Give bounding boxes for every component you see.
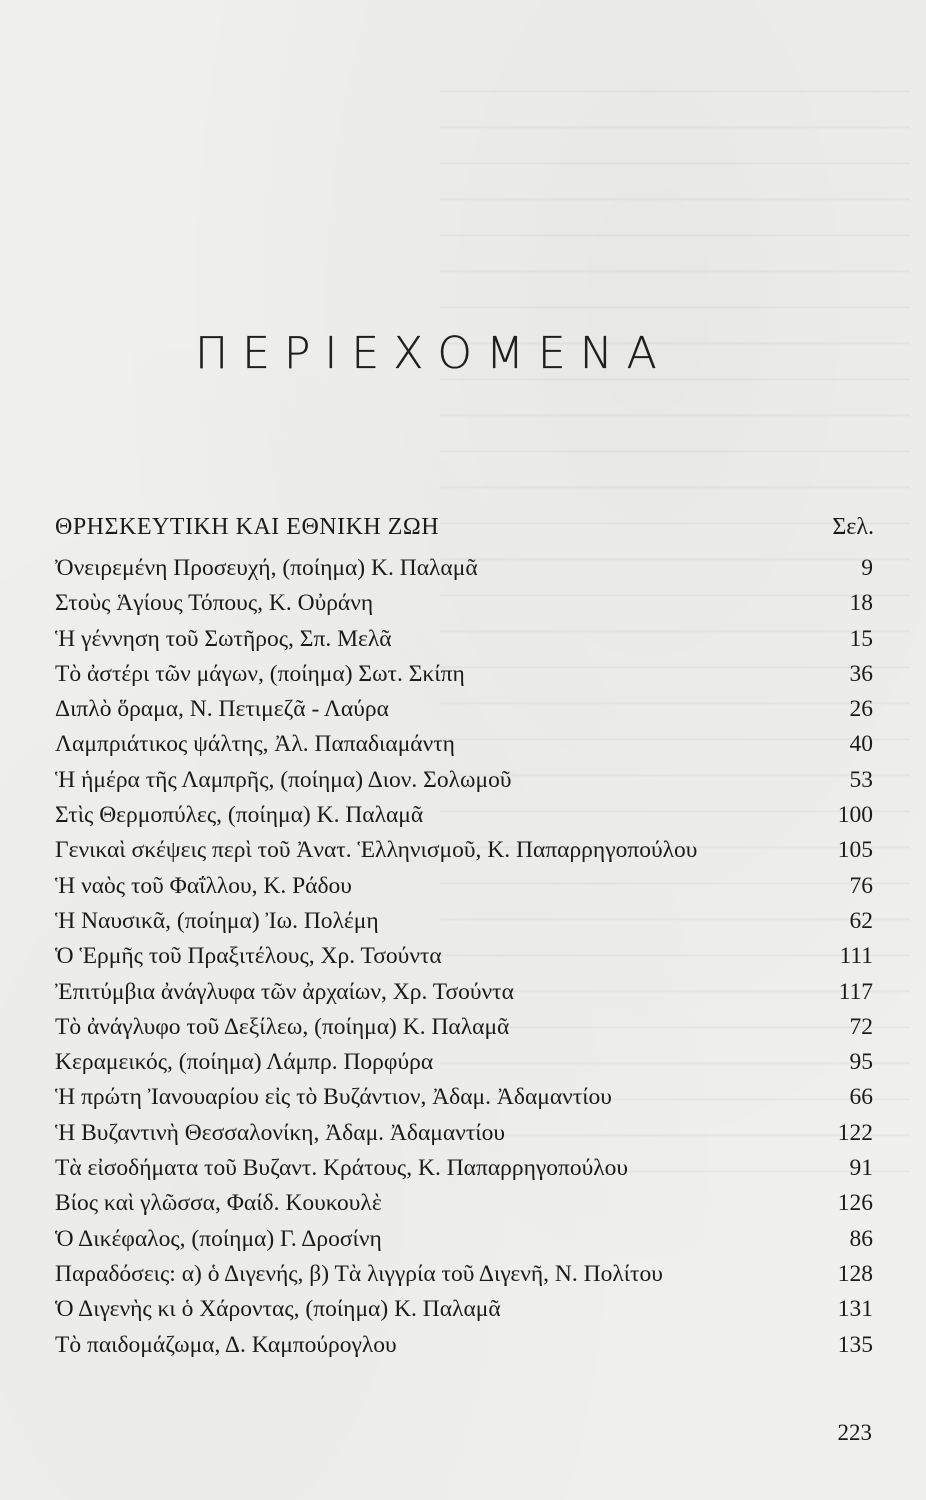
table-of-contents	[55, 551, 875, 1363]
toc-entry-page: 105	[837, 837, 873, 864]
toc-entry-page: 131	[837, 1296, 873, 1323]
toc-entry-title: Ὁ Διγενὴς κι ὁ Χάροντας, (ποίημα) Κ. Παλαμᾶ	[55, 1296, 501, 1323]
toc-entry	[55, 798, 875, 833]
toc-entry-page: 36	[849, 660, 873, 687]
toc-entry	[55, 1116, 875, 1151]
toc-entry-title: Ἐπιτύμβια ἀνάγλυφα τῶν ἀρχαίων, Χρ. Τσούντα	[55, 978, 514, 1005]
toc-entry	[55, 904, 875, 939]
toc-entry	[55, 1292, 875, 1327]
toc-entry-title: Βίος καὶ γλῶσσα, Φαίδ. Κουκουλὲ	[55, 1190, 382, 1217]
toc-entry-page: 9	[861, 555, 873, 581]
toc-entry-title: Ἡ πρώτη Ἰανουαρίου εἰς τὸ Βυζάντιον, Ἀδαμ. Ἀδαμαντίου	[55, 1084, 612, 1111]
toc-entry	[55, 551, 875, 586]
toc-entry	[55, 833, 875, 868]
toc-entry-title: Κεραμεικός, (ποίημα) Λάμπρ. Πορφύρα	[55, 1049, 434, 1076]
toc-entry	[55, 727, 875, 762]
toc-entry-page: 15	[849, 625, 873, 652]
toc-entry	[55, 1222, 875, 1257]
toc-entry	[55, 869, 875, 904]
toc-entry	[55, 1151, 875, 1186]
toc-entry-title: Ἡ ἡμέρα τῆς Λαμπρῆς, (ποίημα) Διον. Σολωμοῦ	[55, 766, 512, 793]
toc-entry-page: 128	[837, 1260, 873, 1287]
toc-entry-page: 62	[849, 907, 873, 934]
toc-entry	[55, 692, 875, 727]
toc-entry-title: Ὁ Δικέφαλος, (ποίημα) Γ. Δροσίνη	[55, 1225, 382, 1252]
toc-entry	[55, 1328, 875, 1363]
toc-entry	[55, 763, 875, 798]
toc-entry-page: 86	[849, 1225, 873, 1252]
toc-entry-title: Διπλὸ ὅραμα, Ν. Πετιμεζᾶ - Λαύρα	[55, 696, 389, 723]
toc-entry-page: 66	[849, 1084, 873, 1111]
toc-entry	[55, 1080, 875, 1115]
toc-entry	[55, 1186, 875, 1221]
toc-entry-title: Γενικαὶ σκέψεις περὶ τοῦ Ἀνατ. Ἑλληνισμοῦ, Κ. Παπαρρηγοπούλου	[55, 837, 698, 864]
toc-entry-title: Ἡ Ναυσικᾶ, (ποίημα) Ἰω. Πολέμη	[55, 907, 379, 934]
toc-entry	[55, 586, 875, 621]
section-title: ΘΡΗΣΚΕΥΤΙΚΗ ΚΑΙ ΕΘΝΙΚΗ ΖΩΗ	[55, 514, 440, 540]
toc-entry-page: 95	[849, 1049, 873, 1076]
toc-entry-page: 72	[849, 1013, 873, 1040]
toc-entry-title: Ἡ ναὸς τοῦ Φαΐλλου, Κ. Ράδου	[55, 872, 352, 899]
page-heading: ΠΕΡΙΕΧΟΜΕΝΑ	[195, 328, 671, 379]
toc-entry-title: Ἡ γέννηση τοῦ Σωτῆρος, Σπ. Μελᾶ	[55, 625, 392, 652]
toc-entry-title: Ὀνειρεμένη Προσευχή, (ποίημα) Κ. Παλαμᾶ	[55, 555, 478, 581]
toc-entry	[55, 1257, 875, 1292]
toc-entry-page: 126	[837, 1190, 873, 1217]
toc-entry	[55, 939, 875, 974]
toc-entry	[55, 1010, 875, 1045]
toc-entry-page: 18	[849, 590, 873, 617]
toc-entry	[55, 1045, 875, 1080]
toc-entry-page: 135	[837, 1331, 873, 1358]
toc-entry	[55, 622, 875, 657]
toc-entry-title: Τὸ ἀστέρι τῶν μάγων, (ποίημα) Σωτ. Σκίπη	[55, 660, 465, 687]
toc-entry-page: 91	[849, 1155, 873, 1182]
page-column-label: Σελ.	[832, 514, 874, 540]
toc-entry-title: Τὰ εἰσοδήματα τοῦ Βυζαντ. Κράτους, Κ. Παπαρρηγοπούλου	[55, 1155, 629, 1182]
toc-entry-page: 53	[849, 766, 873, 793]
toc-entry-page: 117	[838, 978, 873, 1005]
toc-entry-title: Στοὺς Ἁγίους Τόπους, Κ. Οὐράνη	[55, 590, 374, 617]
toc-entry-page: 76	[849, 872, 873, 899]
toc-entry-title: Τὸ ἀνάγλυφο τοῦ Δεξίλεω, (ποίημα) Κ. Παλαμᾶ	[55, 1013, 510, 1040]
toc-entry-title: Τὸ παιδομάζωμα, Δ. Καμπούρογλου	[55, 1331, 397, 1358]
toc-entry-page: 122	[837, 1119, 873, 1146]
toc-entry-page: 40	[849, 731, 873, 758]
toc-entry-title: Στὶς Θερμοπύλες, (ποίημα) Κ. Παλαμᾶ	[55, 802, 424, 829]
toc-entry-title: Παραδόσεις: α) ὁ Διγενής, β) Τὰ λιγγρία τοῦ Διγενῆ, Ν. Πολίτου	[55, 1260, 663, 1287]
toc-entry-page: 26	[849, 696, 873, 723]
toc-entry-title: Λαμπριάτικος ψάλτης, Ἀλ. Παπαδιαμάντη	[55, 731, 455, 758]
toc-entry	[55, 657, 875, 692]
toc-entry-title: Ὁ Ἑρμῆς τοῦ Πραξιτέλους, Χρ. Τσούντα	[55, 943, 442, 970]
page-number: 223	[837, 1420, 872, 1445]
toc-entry-title: Ἡ Βυζαντινὴ Θεσσαλονίκη, Ἀδαμ. Ἀδαμαντίου	[55, 1119, 505, 1146]
toc-entry	[55, 975, 875, 1010]
toc-entry-page: 100	[837, 802, 873, 829]
toc-entry-page: 111	[839, 943, 873, 970]
